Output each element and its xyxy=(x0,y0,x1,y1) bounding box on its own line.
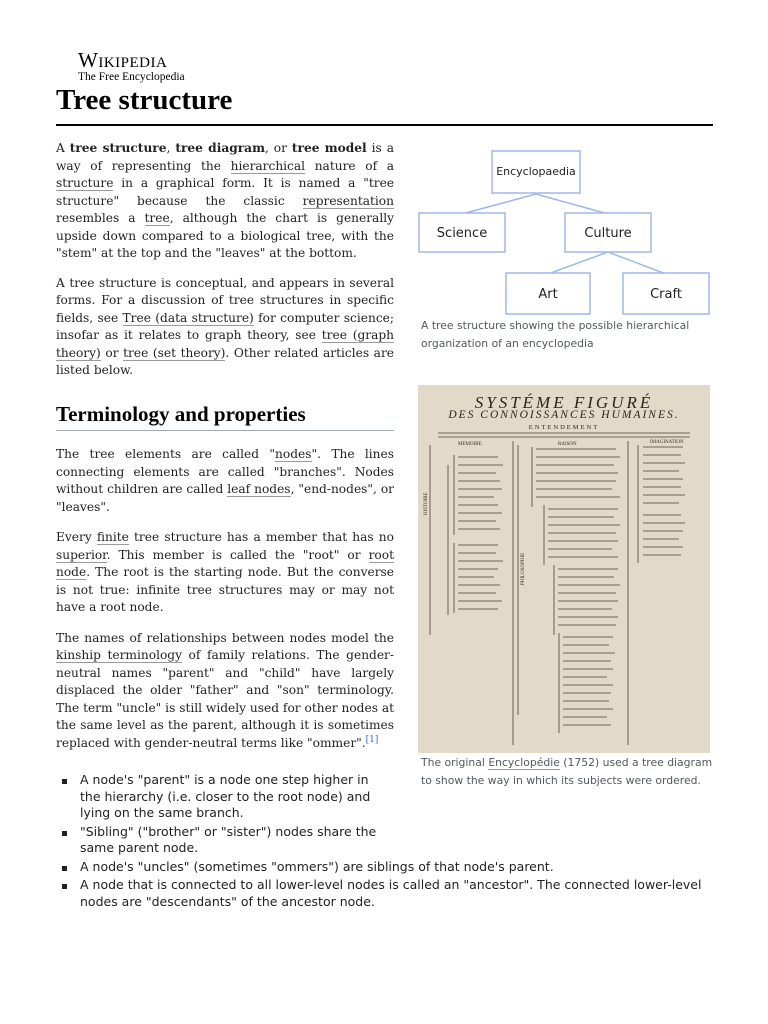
plate-column-label: RAISON xyxy=(558,442,577,447)
tree-node-science xyxy=(419,213,505,252)
branch-line xyxy=(462,194,536,214)
link-finite[interactable]: finite xyxy=(96,530,129,544)
plate-column-label: MEMOIRE xyxy=(458,442,482,447)
tree-node-label: Art xyxy=(538,287,558,302)
page-title: Tree structure xyxy=(56,84,233,116)
link-nodes[interactable]: nodes xyxy=(275,447,312,461)
terminology-paragraph-3: The names of relationships between nodes model the kinship terminology of family relations. The gender-neutral names "parent" and "child" have largely displaced the older "father" and "son" terminology. The term "uncle" is still widely used for other nodes at the same level as the parent, although it is sometimes replaced with gender-neutral terms like "ommer".[1] xyxy=(56,630,394,750)
link-tree[interactable]: tree xyxy=(144,211,170,225)
branch-line xyxy=(536,194,608,214)
list-item: A node's "uncles" (sometimes "ommers") are siblings of that node's parent. xyxy=(62,859,702,876)
link-root-node[interactable]: root node xyxy=(56,547,394,579)
encyclopedie-plate-image[interactable] xyxy=(418,385,710,753)
plate-header: ENTENDEMENT xyxy=(528,424,600,431)
link-encyclopedie[interactable]: Encyclopédie xyxy=(488,756,560,769)
figure2-caption: The original Encyclopédie (1752) used a tree diagram to show the way in which its subjects were ordered. xyxy=(421,756,713,787)
intro-paragraph-2: A tree structure is conceptual, and appears in several forms. For a discussion of tree structures in specific fields, see Tree (data structure) for computer science; insofar as it relates to graph theory, see tree (graph theory) or tree (set theory). Other related articles are listed below. xyxy=(56,275,394,377)
plate-vertical-label: PHILOSOPHIE xyxy=(521,552,526,585)
branch-line xyxy=(548,252,608,274)
plate-tree-engraving xyxy=(418,385,710,753)
wikipedia-wordmark[interactable]: Wikipedia xyxy=(78,48,168,72)
terminology-list xyxy=(62,772,702,912)
link-superior[interactable]: superior xyxy=(56,547,107,562)
section-heading: Terminology and properties xyxy=(56,402,306,426)
tree-node-label: Culture xyxy=(584,226,632,241)
wikipedia-tagline: The Free Encyclopedia xyxy=(78,71,185,83)
link-tree-graph-theory[interactable]: tree (graph theory) xyxy=(56,328,394,360)
bold-term: tree structure xyxy=(69,141,167,155)
tree-node-label: Encyclopaedia xyxy=(496,165,576,178)
intro-section xyxy=(56,140,394,380)
plate-title: SYSTÉME FIGURÉ xyxy=(474,393,654,412)
figure1-caption: A tree structure showing the possible hierarchical organization of an encyclopedia xyxy=(421,319,690,350)
tree-node-label: Craft xyxy=(650,287,682,302)
plate-vertical-label: HISTOIRE xyxy=(424,492,429,515)
link-kinship-terminology[interactable]: kinship terminology xyxy=(56,648,182,662)
link-leaf-nodes[interactable]: leaf nodes xyxy=(227,482,291,496)
bold-term: tree model xyxy=(291,141,367,155)
tree-node-craft xyxy=(623,273,709,314)
tree-diagram xyxy=(416,146,712,318)
intro-paragraph-1: A tree structure, tree diagram, or tree model is a way of representing the hierarchical nature of a structure in a graphical form. It is named a "tree structure" because the classic representation resembles a tree, although the chart is generally upside down compared to a biological tree, with the "stem" at the top and the "leaves" at the bottom. xyxy=(56,141,395,260)
tree-node-label: Science xyxy=(436,226,488,241)
link-tree-data-structure[interactable]: Tree (data structure) xyxy=(122,310,254,325)
tree-node-root xyxy=(492,151,580,193)
terminology-section xyxy=(56,446,394,752)
title-divider xyxy=(56,124,713,126)
tree-node-art xyxy=(506,273,590,314)
plate-subtitle: DES CONNOISSANCES HUMAINES. xyxy=(448,409,680,421)
terminology-paragraph-2: Every finite tree structure has a member that has no superior. This member is called the "root" or root node. The root is the starting node. But the converse is not true: infinite tree structures may or may not have a root node. xyxy=(56,530,394,614)
bold-term: tree diagram xyxy=(175,141,265,155)
tree-node-culture xyxy=(565,213,651,252)
reference-link[interactable]: [1] xyxy=(365,734,379,745)
link-representation[interactable]: representation xyxy=(302,193,394,208)
list-item: "Sibling" ("brother" or "sister") nodes share the same parent node. xyxy=(62,824,392,857)
section-divider xyxy=(56,430,394,431)
plate-column-label: IMAGINATION xyxy=(650,440,684,445)
link-hierarchical[interactable]: hierarchical xyxy=(230,158,306,173)
terminology-paragraph-1: The tree elements are called "nodes". The lines connecting elements are called "branches". Nodes without children are called leaf nodes, "end-nodes", or "leaves". xyxy=(56,447,394,514)
list-item: A node that is connected to all lower-level nodes is called an "ancestor". The connected lower-level nodes are "descendants" of the ancestor node. xyxy=(62,877,702,910)
list-item: A node's "parent" is a node one step higher in the hierarchy (i.e. closer to the root node) and lying on the same branch. xyxy=(62,772,392,822)
link-structure[interactable]: structure xyxy=(56,176,114,190)
link-tree-set-theory[interactable]: tree (set theory) xyxy=(123,345,226,360)
branch-line xyxy=(608,252,666,274)
